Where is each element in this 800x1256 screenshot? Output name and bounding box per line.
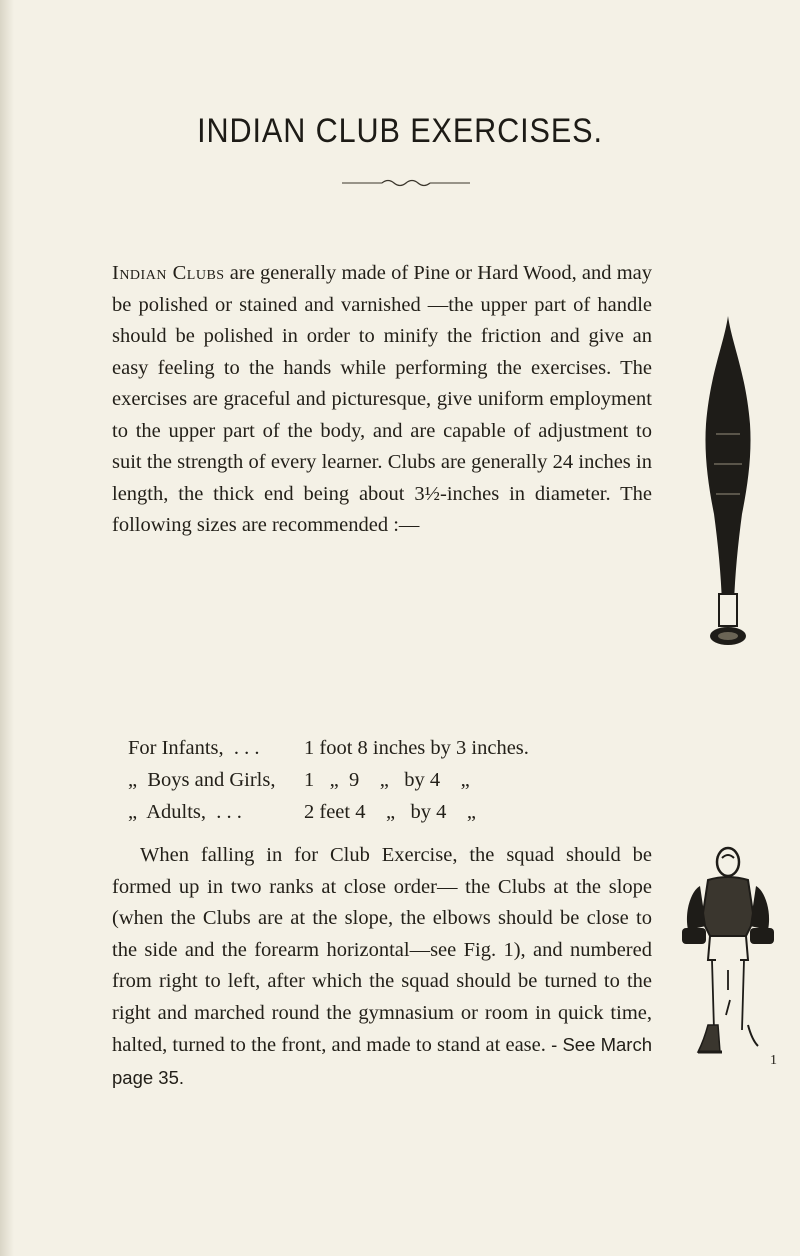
page-edge-shadow — [0, 0, 14, 1256]
falling-in-paragraph — [112, 840, 652, 1094]
size-who: „ Boys and Girls, — [128, 769, 276, 791]
size-row-adults — [128, 796, 648, 828]
page-title: INDIAN CLUB EXERCISES. — [197, 112, 603, 150]
handwritten-reference: - See March page 35. — [112, 1034, 652, 1088]
size-dim: 2 feet 4 „ by 4 „ — [304, 801, 476, 823]
size-dim: 1 „ 9 „ by 4 „ — [304, 769, 470, 791]
falling-in-text: When falling in for Club Exercise, the squad should be formed up in two ranks at close order— the Clubs at the slope (when the Clubs are at the slope, the elbows should be close to the side and the forearm horizontal—see Fig. 1), and numbered from right to left, after which the squad should be turned to the right and marched round the gymnasium or room in quick time, halted, turned to the front, and made to stand at ease. — [112, 844, 652, 1056]
size-row-boys-girls — [128, 764, 648, 796]
intro-text: are generally made of Pine or Hard Wood, and may be polished or stained and varnished —the upper part of handle should be polished in order to minify the friction and give an easy feeling to the hands while performing the exercises. The exercises are graceful and picturesque, give uniform employment to the upper part of the body, and are capable of adjustment to suit the strength of every learner. Clubs are generally 24 inches in length, the thick end being about 3½-inches in diameter. The following sizes are recommended :— — [112, 262, 652, 536]
size-dim: 1 foot 8 inches by 3 inches. — [304, 737, 529, 759]
figure-label: 1 — [770, 1053, 777, 1068]
squad-figure-illustration — [678, 840, 778, 1068]
intro-paragraph — [112, 258, 652, 542]
club-sizes-list — [128, 732, 648, 828]
size-who: „ Adults, . . . — [128, 801, 242, 823]
size-who: For Infants, . . . — [128, 737, 260, 759]
ornament-divider — [342, 177, 470, 189]
intro-lead: Indian Clubs — [112, 262, 225, 284]
size-row-infants — [128, 732, 648, 764]
indian-club-illustration — [702, 314, 754, 654]
